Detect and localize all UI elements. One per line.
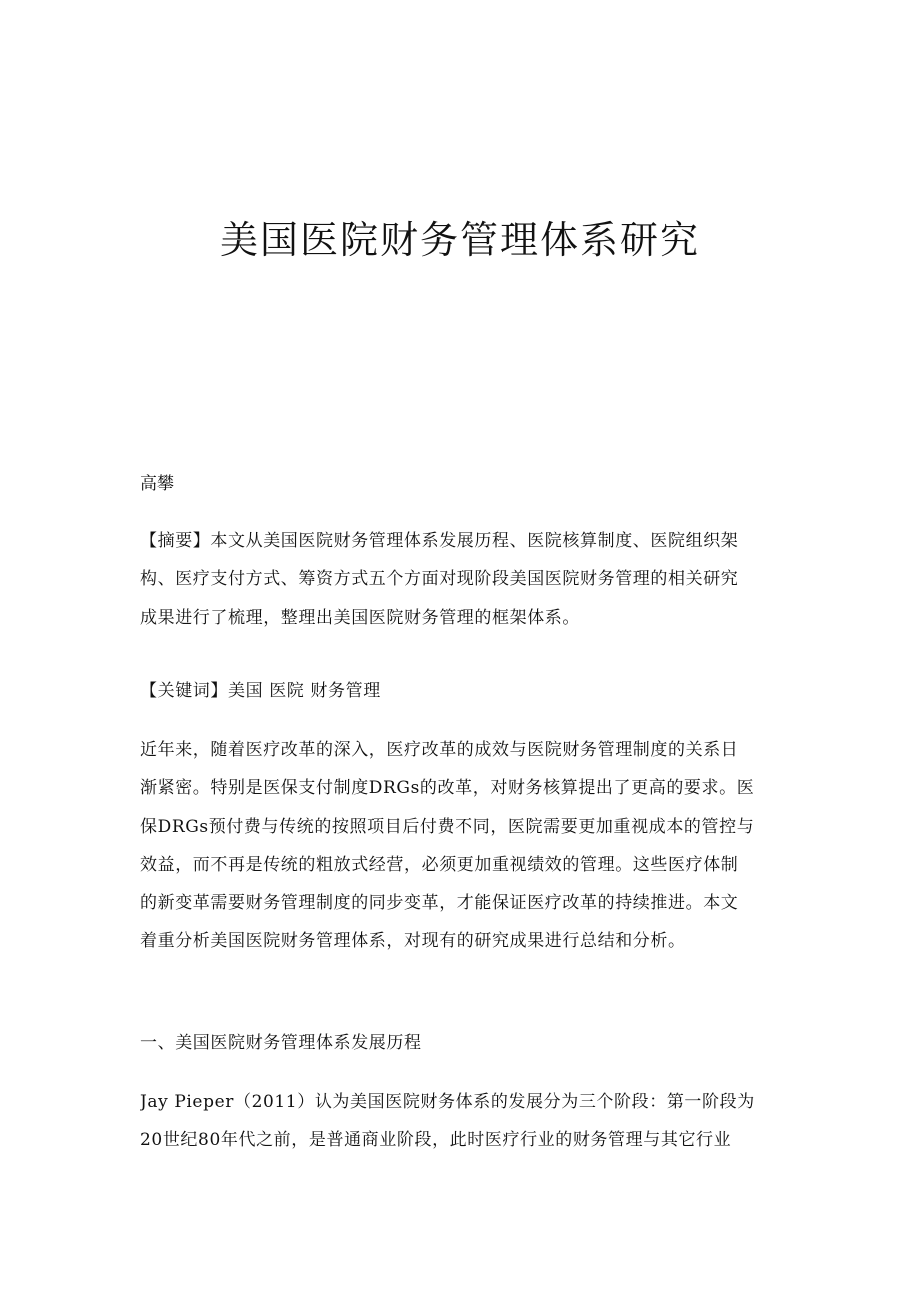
section-heading: 一、美国医院财务管理体系发展历程 xyxy=(140,1033,422,1053)
section-line: 20世纪80年代之前，是普通商业阶段，此时医疗行业的财务管理与其它行业 xyxy=(140,1130,732,1151)
intro-line: 着重分析美国医院财务管理体系，对现有的研究成果进行总结和分析。 xyxy=(140,931,686,952)
section-paragraph xyxy=(140,1083,782,1160)
section-line: Jay Pieper（2011）认为美国医院财务体系的发展分为三个阶段：第一阶段为 xyxy=(140,1092,755,1112)
abstract-paragraph xyxy=(140,522,782,637)
intro-line: 效益，而不再是传统的粗放式经营，必须更加重视绩效的管理。这些医疗体制 xyxy=(140,854,739,875)
keywords-line: 【关键词】美国 医院 财务管理 xyxy=(140,681,381,701)
intro-line: 渐紧密。特别是医保支付制度DRGs的改革，对财务核算提出了更高的要求。医 xyxy=(140,778,755,799)
intro-line: 的新变革需要财务管理制度的同步变革，才能保证医疗改革的持续推进。本文 xyxy=(140,893,739,914)
intro-line: 近年来，随着医疗改革的深入，医疗改革的成效与医院财务管理制度的关系日 xyxy=(140,740,739,760)
intro-line: 保DRGs预付费与传统的按照项目后付费不同，医院需要更加重视成本的管控与 xyxy=(140,816,755,837)
intro-paragraph xyxy=(140,731,782,961)
abstract-line: 【摘要】本文从美国医院财务管理体系发展历程、医院核算制度、医院组织架 xyxy=(140,531,739,551)
document-title: 美国医院财务管理体系研究 xyxy=(219,218,700,262)
abstract-line: 成果进行了梳理，整理出美国医院财务管理的框架体系。 xyxy=(140,607,580,628)
abstract-line: 构、医疗支付方式、筹资方式五个方面对现阶段美国医院财务管理的相关研究 xyxy=(140,569,739,590)
author-name: 高攀 xyxy=(140,474,174,494)
